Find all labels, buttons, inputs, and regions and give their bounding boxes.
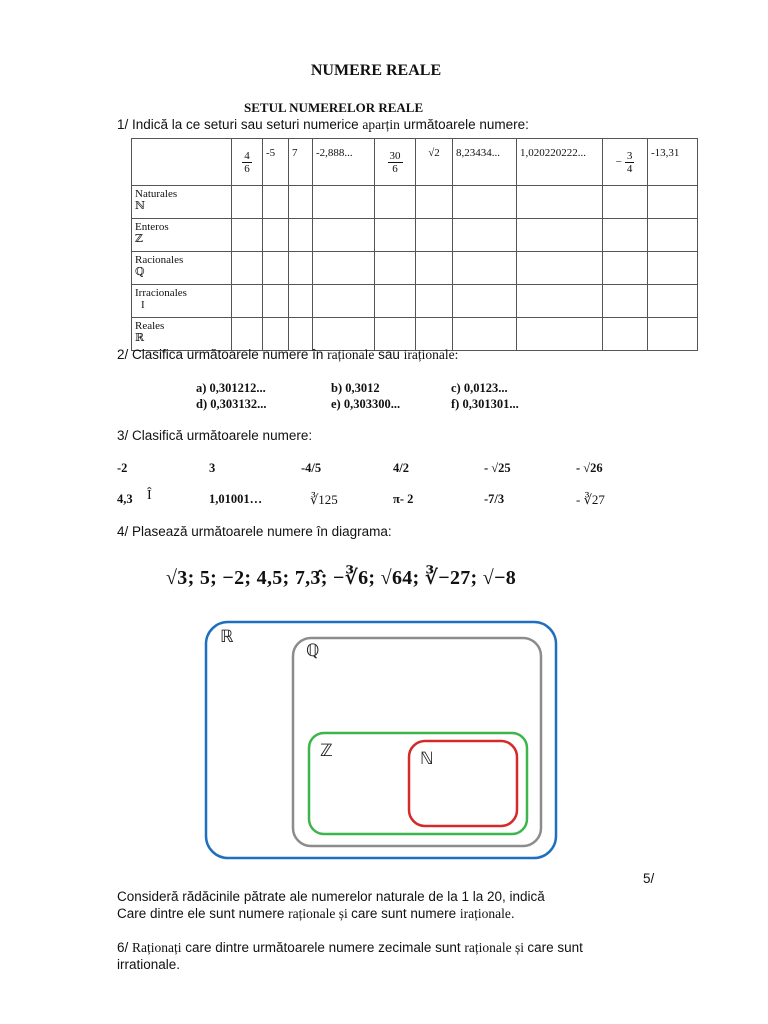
q3-number: 3 xyxy=(209,461,216,475)
question-6-line2: irrationale. xyxy=(117,957,181,972)
table-row xyxy=(132,285,698,318)
answer-cell[interactable] xyxy=(648,318,698,351)
answer-cell[interactable] xyxy=(648,186,698,219)
answer-cell[interactable] xyxy=(313,318,375,351)
answer-cell[interactable] xyxy=(263,252,289,285)
answer-cell[interactable] xyxy=(313,252,375,285)
answer-cell[interactable] xyxy=(517,219,603,252)
table-row xyxy=(132,186,698,219)
table-row xyxy=(132,252,698,285)
question-2: 2/ Clasifica următoarele numere în raționale sau iraționale: xyxy=(117,347,459,362)
answer-cell[interactable] xyxy=(648,219,698,252)
answer-cell[interactable] xyxy=(313,219,375,252)
answer-cell[interactable] xyxy=(232,318,263,351)
header-cell: 1,020220222... xyxy=(517,139,603,186)
q3-number: 4/2 xyxy=(393,461,409,475)
question-5-number: 5/ xyxy=(643,871,655,886)
answer-cell[interactable] xyxy=(453,219,517,252)
header-cell: -2,888... xyxy=(313,139,375,186)
header-cell: √2 xyxy=(416,139,453,186)
answer-cell[interactable] xyxy=(517,285,603,318)
answer-cell[interactable] xyxy=(375,186,416,219)
answer-cell[interactable] xyxy=(313,285,375,318)
set-r-label: ℝ xyxy=(220,627,234,646)
q3-number: π- 2 xyxy=(393,492,414,506)
sets-table xyxy=(131,138,698,351)
row-header-racionales: Racionales ℚ xyxy=(132,252,232,285)
answer-cell[interactable] xyxy=(232,285,263,318)
row-header-enteros: Enteros ℤ xyxy=(132,219,232,252)
sets-diagram xyxy=(200,618,562,864)
q3-number: -4/5 xyxy=(301,461,322,475)
answer-cell[interactable] xyxy=(648,252,698,285)
answer-cell[interactable] xyxy=(232,186,263,219)
answer-cell[interactable] xyxy=(263,219,289,252)
question-3: 3/ Clasifică următoarele numere: xyxy=(117,428,313,443)
answer-cell[interactable] xyxy=(603,186,648,219)
q3-number: 4,3 xyxy=(117,492,133,506)
answer-cell[interactable] xyxy=(289,318,313,351)
answer-cell[interactable] xyxy=(416,186,453,219)
header-cell: 8,23434... xyxy=(453,139,517,186)
row-header-irracionales: Irracionales I xyxy=(132,285,232,318)
answer-cell[interactable] xyxy=(289,186,313,219)
answer-cell[interactable] xyxy=(453,318,517,351)
header-cell: -13,31 xyxy=(648,139,698,186)
answer-cell[interactable] xyxy=(648,285,698,318)
answer-cell[interactable] xyxy=(453,285,517,318)
answer-cell[interactable] xyxy=(453,252,517,285)
q2-item-e: e) 0,303300... xyxy=(331,397,401,411)
q2-item-d: d) 0,303132... xyxy=(196,397,267,411)
set-q-label: ℚ xyxy=(306,641,320,660)
table-corner-cell xyxy=(132,139,232,186)
q3-symbol: Î xyxy=(147,488,152,503)
set-z-label: ℤ xyxy=(320,741,333,760)
answer-cell[interactable] xyxy=(517,186,603,219)
table-row xyxy=(132,219,698,252)
header-cell: − $\frac{3}{4}$ xyxy=(603,139,648,186)
q3-number: ∛125 xyxy=(310,492,338,507)
answer-cell[interactable] xyxy=(289,252,313,285)
answer-cell[interactable] xyxy=(313,186,375,219)
answer-cell[interactable] xyxy=(416,219,453,252)
answer-cell[interactable] xyxy=(603,285,648,318)
answer-cell[interactable] xyxy=(416,252,453,285)
answer-cell[interactable] xyxy=(375,285,416,318)
q3-number: - ∛27 xyxy=(576,492,605,507)
answer-cell[interactable] xyxy=(603,318,648,351)
q2-item-f: f) 0,301301... xyxy=(451,397,519,411)
question-6-line1: 6/ Raționați care dintre următoarele numere zecimale sunt raționale și care sunt xyxy=(117,940,583,955)
header-cell: -5 xyxy=(263,139,289,186)
question-4: 4/ Plasează următoarele numere în diagrama: xyxy=(117,524,392,539)
answer-cell[interactable] xyxy=(375,252,416,285)
answer-cell[interactable] xyxy=(416,318,453,351)
set-n-label: ℕ xyxy=(420,749,434,768)
question-5-line2: Care dintre ele sunt numere raționale și care sunt numere iraționale. xyxy=(117,906,515,921)
q3-number: -7/3 xyxy=(484,492,505,506)
q3-number: - √25 xyxy=(484,461,511,475)
q3-number: - √26 xyxy=(576,461,603,475)
header-cell: $\frac{30}{6}$ xyxy=(375,139,416,186)
answer-cell[interactable] xyxy=(375,219,416,252)
row-header-reales: Reales ℝ xyxy=(132,318,232,351)
table-row xyxy=(132,318,698,351)
q3-number: 1,01001… xyxy=(209,492,263,506)
question-1: 1/ Indică la ce seturi sau seturi numerice aparțin următoarele numere: xyxy=(117,117,529,132)
header-cell: $\frac{4}{6}$ xyxy=(232,139,263,186)
answer-cell[interactable] xyxy=(232,252,263,285)
answer-cell[interactable] xyxy=(416,285,453,318)
answer-cell[interactable] xyxy=(232,219,263,252)
question-5-line1: Consideră rădăcinile pătrate ale numerelor naturale de la 1 la 20, indică xyxy=(117,889,545,904)
header-cell: 7 xyxy=(289,139,313,186)
answer-cell[interactable] xyxy=(453,186,517,219)
row-header-naturales: Naturales ℕ xyxy=(132,186,232,219)
q2-item-a: a) 0,301212... xyxy=(196,381,266,395)
q2-item-b: b) 0,3012 xyxy=(331,381,380,395)
answer-cell[interactable] xyxy=(263,186,289,219)
answer-cell[interactable] xyxy=(517,252,603,285)
answer-cell[interactable] xyxy=(375,318,416,351)
table-header-row xyxy=(132,139,698,186)
q2-item-c: c) 0,0123... xyxy=(451,381,508,395)
answer-cell[interactable] xyxy=(603,252,648,285)
page-title: NUMERE REALE xyxy=(310,62,442,79)
q3-number: -2 xyxy=(117,461,128,475)
page-subtitle: SETUL NUMERELOR REALE xyxy=(244,100,424,115)
q4-expression: √3; 5; −2; 4,5; 7,3̂; −∛6; √64; ∛−27; √−8 xyxy=(166,567,517,589)
answer-cell[interactable] xyxy=(517,318,603,351)
answer-cell[interactable] xyxy=(289,219,313,252)
answer-cell[interactable] xyxy=(263,318,289,351)
answer-cell[interactable] xyxy=(263,285,289,318)
answer-cell[interactable] xyxy=(603,219,648,252)
set-z-region xyxy=(309,733,527,834)
answer-cell[interactable] xyxy=(289,285,313,318)
